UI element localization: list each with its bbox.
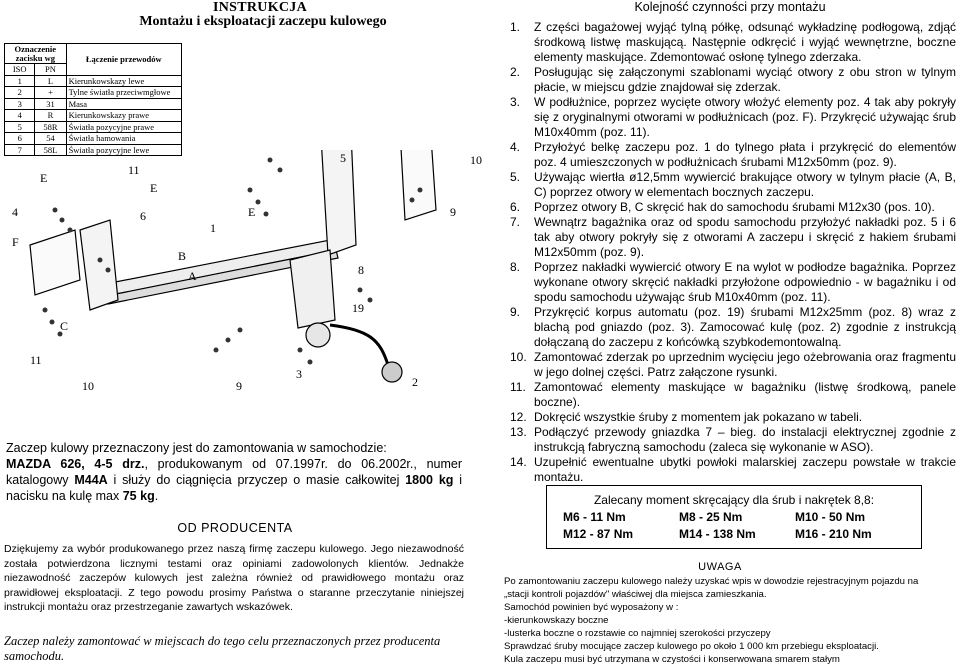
right-bracket — [320, 150, 356, 255]
product-description — [6, 440, 462, 504]
torque-row-1 — [547, 510, 921, 524]
step-item — [510, 380, 956, 410]
wiring-cell-pn: L — [35, 75, 66, 87]
wiring-cell-iso: 1 — [5, 75, 35, 87]
diagram-label: C — [60, 319, 69, 333]
diagram-label: 10 — [470, 153, 482, 167]
step-item — [510, 455, 956, 485]
right-plate — [400, 150, 436, 220]
step-number: 14. — [510, 455, 527, 469]
warning-line: „stacji kontroli pojazdów" właściwej dla miejsca zamieszkania. — [504, 589, 767, 600]
desc-end: . — [154, 489, 159, 503]
bolt-icon — [53, 208, 58, 213]
step-text: W podłużnice, poprzez wycięte otwory włożyć elementy poz. 4 tak aby pokryły się z oryginalnymi otworami w podłużnicach (poz. F). Przykręcić używając śrub M10x40mm (poz. 11). — [534, 95, 956, 139]
bolt-icon — [43, 308, 48, 313]
diagram-label: A — [188, 269, 197, 283]
document-title: INSTRUKCJA — [212, 0, 307, 15]
torque-value: M6 - 11 Nm — [563, 510, 626, 524]
torque-value: M12 - 87 Nm — [563, 527, 634, 541]
diagram-label: 9 — [450, 205, 456, 219]
bolt-icon — [410, 198, 415, 203]
left-bracket — [80, 220, 118, 310]
wiring-cell-iso: 5 — [5, 121, 35, 133]
wiring-table-body — [5, 75, 182, 156]
diagram-label: B — [178, 249, 187, 263]
diagram-label: 10 — [82, 379, 94, 393]
wiring-col-marking: Oznaczenie zacisku wg — [5, 44, 67, 64]
warning-title: UWAGA — [698, 561, 742, 573]
wiring-row — [5, 98, 182, 110]
wiring-row — [5, 75, 182, 87]
bolt-icon — [256, 200, 261, 205]
max-mass: 1800 kg — [405, 473, 454, 487]
torque-value: M14 - 138 Nm — [679, 527, 756, 541]
step-text: Uzupełnić ewentualne ubytki powłoki malarskiej zaczepu powstałe w trakcie montażu. — [534, 455, 956, 484]
diagram-label: 6 — [140, 209, 146, 223]
wiring-cell-pn: 58L — [35, 144, 66, 156]
bolt-icon — [248, 188, 253, 193]
step-item — [510, 200, 956, 215]
wiring-col-wires: Łączenie przewodów — [66, 44, 181, 76]
diagram-label: 11 — [128, 163, 140, 177]
step-number: 8. — [510, 260, 521, 274]
bolt-icon — [268, 158, 273, 163]
bolt-icon — [214, 348, 219, 353]
wiring-row — [5, 110, 182, 122]
steps-title: Kolejność czynności przy montażu — [634, 0, 826, 14]
wiring-table — [4, 43, 182, 156]
step-item — [510, 140, 956, 170]
wiring-row — [5, 133, 182, 145]
wiring-cell-pn: R — [35, 110, 66, 122]
step-item — [510, 425, 956, 455]
diagram-label: 4 — [12, 205, 18, 219]
wiring-cell-desc: Tylne światła przeciwmgłowe — [66, 87, 181, 99]
step-number: 1. — [510, 20, 521, 34]
diagram-label: 19 — [352, 301, 364, 315]
producer-title: OD PRODUCENTA — [177, 521, 293, 535]
ball-neck — [330, 325, 388, 365]
bolt-icon — [98, 258, 103, 263]
load-label: i nacisku na kulę max — [6, 473, 462, 503]
step-text: Posługując się załączonymi szablonami wyciąć otwory z obu stron w tylnym płacie, w miejscu gdzie znajdował się zderzak. — [534, 65, 956, 94]
bolt-icon — [278, 168, 283, 173]
bolt-icon — [358, 288, 363, 293]
exploded-view-diagram — [0, 150, 490, 440]
step-text: Wewnątrz bagażnika oraz od spodu samochodu przyłożyć nakładki poz. 5 i 6 tak aby otwory pokryły się z otworami A zaczepu i skręcić z hakiem śrubami M12x50mm (poz. 9). — [534, 215, 956, 259]
wiring-cell-pn: + — [35, 87, 66, 99]
production-range: , produkowanym od 07.1997r. do 06.2002r. — [144, 457, 414, 471]
wiring-cell-desc: Światła hamowania — [66, 133, 181, 145]
step-number: 10. — [510, 350, 527, 364]
step-number: 13. — [510, 425, 527, 439]
wiring-cell-desc: Światła pozycyjne lewe — [66, 144, 181, 156]
diagram-label: 11 — [30, 353, 42, 367]
steps-list — [510, 20, 956, 485]
bolt-icon — [226, 338, 231, 343]
diagram-label: 5 — [340, 151, 346, 165]
diagram-label: 3 — [296, 367, 302, 381]
torque-value: M10 - 50 Nm — [795, 510, 866, 524]
step-text: Z części bagażowej wyjąć tylną półkę, odsunąć wykładzinę podłogową, zdjąć środkową listwę maskującą. Następnie odkręcić i wyjąć wewnętrzne, boczne elementy maskujące. Zdemontować osłonę tylnego zderzaka. — [534, 20, 956, 64]
bolt-icon — [106, 268, 111, 273]
wiring-cell-pn: 58R — [35, 121, 66, 133]
wiring-cell-iso: 7 — [5, 144, 35, 156]
bolt-icon — [68, 228, 73, 233]
step-item — [510, 305, 956, 350]
diagram-label: 1 — [210, 221, 216, 235]
warning-line: Samochód powinien być wyposażony w : — [504, 602, 679, 613]
step-number: 4. — [510, 140, 521, 154]
document-subtitle: Montażu i eksploatacji zaczepu kulowego — [139, 14, 387, 29]
bolt-icon — [60, 218, 65, 223]
car-model: MAZDA 626, 4-5 drz. — [6, 457, 145, 471]
wiring-cell-iso: 3 — [5, 98, 35, 110]
warning-text — [504, 575, 954, 666]
center-bracket — [290, 250, 335, 328]
mass-label: i służy do ciągnięcia przyczep o masie całkowitej — [107, 473, 406, 487]
warning-line: -lusterka boczne o rozstawie co najmniej szerokości przyczepy — [504, 628, 771, 639]
torque-table — [546, 485, 922, 549]
warning-line: -kierunkowskazy boczne — [504, 615, 609, 626]
warning-line: Sprawdzać śruby mocujące zaczep kulowego po około 1 000 km przebiegu eksploatacji. — [504, 641, 879, 652]
diagram-label: 9 — [236, 379, 242, 393]
step-item — [510, 260, 956, 305]
step-text: Używając wiertła ø12,5mm wywiercić brakujące otwory w tylnym płacie (A, B, C) poprzez otwory w elementach bocznych zaczepu. — [534, 170, 956, 199]
step-text: Podłączyć przewody gniazdka 7 – bieg. do instalacji elektrycznej zgodnie z instrukcją fabryczną samochodu (zaleca się wykonanie w ASO). — [534, 425, 956, 454]
step-text: Dokręcić wszystkie śruby z momentem jak pokazano w tabeli. — [534, 410, 863, 424]
diagram-label: F — [12, 235, 19, 249]
desc-intro: Zaczep kulowy przeznaczony jest do zamontowania w samochodzie: — [6, 441, 387, 455]
bolt-icon — [298, 348, 303, 353]
wiring-cell-desc: Masa — [66, 98, 181, 110]
diagram-label: 8 — [358, 263, 364, 277]
step-item — [510, 410, 956, 425]
wiring-col-pn: PN — [35, 64, 66, 76]
wiring-table-container — [4, 43, 182, 156]
producer-text: Dziękujemy za wybór produkowanego przez naszą firmę zaczepu kulowego. Jego niezawodność została potwierdzona licznymi testami oraz opiniami zadowolonych klientów. Jednakże niezawodność zaczepów kulowych jest zależna również od prawidłowego montażu oraz prawidłowej eksploatacji. Z tego powodu prosimy Państwa o staranne przeczytanie niniejszej instrukcji montażu oraz przestrzeganie zawartych wskazówek. — [4, 543, 464, 613]
diagram-label: E — [150, 181, 158, 195]
wiring-cell-iso: 2 — [5, 87, 35, 99]
bolt-icon — [308, 360, 313, 365]
diagram-label: E — [248, 205, 256, 219]
step-number: 6. — [510, 200, 521, 214]
step-item — [510, 95, 956, 140]
step-number: 2. — [510, 65, 521, 79]
torque-value: M16 - 210 Nm — [795, 527, 872, 541]
step-number: 9. — [510, 305, 521, 319]
warning-line: Kula zaczepu musi być utrzymana w czystości i konserwowana smarem stałym — [504, 654, 840, 665]
left-plate — [30, 230, 80, 295]
step-item — [510, 65, 956, 95]
step-text: Poprzez otwory B, C skręcić hak do samochodu śrubami M12x30 (pos. 10). — [534, 200, 935, 214]
step-text: Poprzez nakładki wywiercić otwory E na wylot w podłodze bagażnika. Poprzez wykonane otwory skręcić nakładki przyłożone odpowiednio - w bagażniku i od spodu samochodu używając śrub M10x40mm (poz. 11). — [534, 260, 956, 304]
wiring-cell-desc: Światła pozycyjne prawe — [66, 121, 181, 133]
bolt-icon — [368, 298, 373, 303]
bolt-icon — [264, 212, 269, 217]
step-number: 11. — [510, 380, 526, 394]
step-number: 7. — [510, 215, 521, 229]
wiring-cell-pn: 31 — [35, 98, 66, 110]
step-text: Zamontować zderzak po uprzednim wycięciu jego ożebrowania oraz fragmentu w jego dolnej części. Patrz załączone rysunki. — [534, 350, 956, 379]
socket-plate — [306, 323, 330, 347]
wiring-cell-iso: 6 — [5, 133, 35, 145]
catalog-number: M44A — [74, 473, 108, 487]
wiring-row — [5, 121, 182, 133]
producer-note: Zaczep należy zamontować w miejscach do tego celu przeznaczonych przez producenta samochodu. — [4, 634, 441, 663]
step-item — [510, 215, 956, 260]
step-text: Przykręcić korpus automatu (poz. 19) śrubami M12x25mm (poz. 8) wraz z blachą pod gniazdo (poz. 3). Zamocować kulę (poz. 2) zgodnie z instrukcją dołączaną do zaczepu z końcówką szybkodemontowalną. — [534, 305, 956, 349]
catalog-label: , numer katalogowy — [6, 457, 462, 487]
torque-row-2 — [547, 527, 921, 541]
bolt-icon — [418, 188, 423, 193]
step-number: 12. — [510, 410, 527, 424]
diagram-label: E — [40, 171, 48, 185]
wiring-cell-pn: 54 — [35, 133, 66, 145]
max-load: 75 kg — [122, 489, 155, 503]
step-text: Przyłożyć belkę zaczepu poz. 1 do tylnego płata i przykręcić do elementów poz. 4 umieszczonych w podłużnicach śrubami M12x50mm (poz. 9). — [534, 140, 956, 169]
diagram-label: 2 — [412, 375, 418, 389]
step-item — [510, 350, 956, 380]
bolt-icon — [238, 328, 243, 333]
wiring-cell-desc: Kierunkowskazy lewe — [66, 75, 181, 87]
torque-header: Zalecany moment skręcający dla śrub i nakrętek 8,8: — [593, 493, 875, 507]
torque-value: M8 - 25 Nm — [679, 510, 743, 524]
step-text: Zamontować elementy maskujące w bagażniku (listwę środkową, panele boczne). — [534, 380, 956, 409]
step-item — [510, 170, 956, 200]
step-number: 5. — [510, 170, 521, 184]
wiring-cell-desc: Kierunkowskazy prawe — [66, 110, 181, 122]
step-number: 3. — [510, 95, 521, 109]
wiring-row — [5, 87, 182, 99]
wiring-col-iso: ISO — [5, 64, 35, 76]
bolt-icon — [50, 320, 55, 325]
wiring-cell-iso: 4 — [5, 110, 35, 122]
tow-ball — [382, 362, 402, 382]
warning-line: Po zamontowaniu zaczepu kulowego należy uzyskać wpis w dowodzie rejestracyjnym pojazdu na — [504, 576, 919, 587]
step-item — [510, 20, 956, 65]
